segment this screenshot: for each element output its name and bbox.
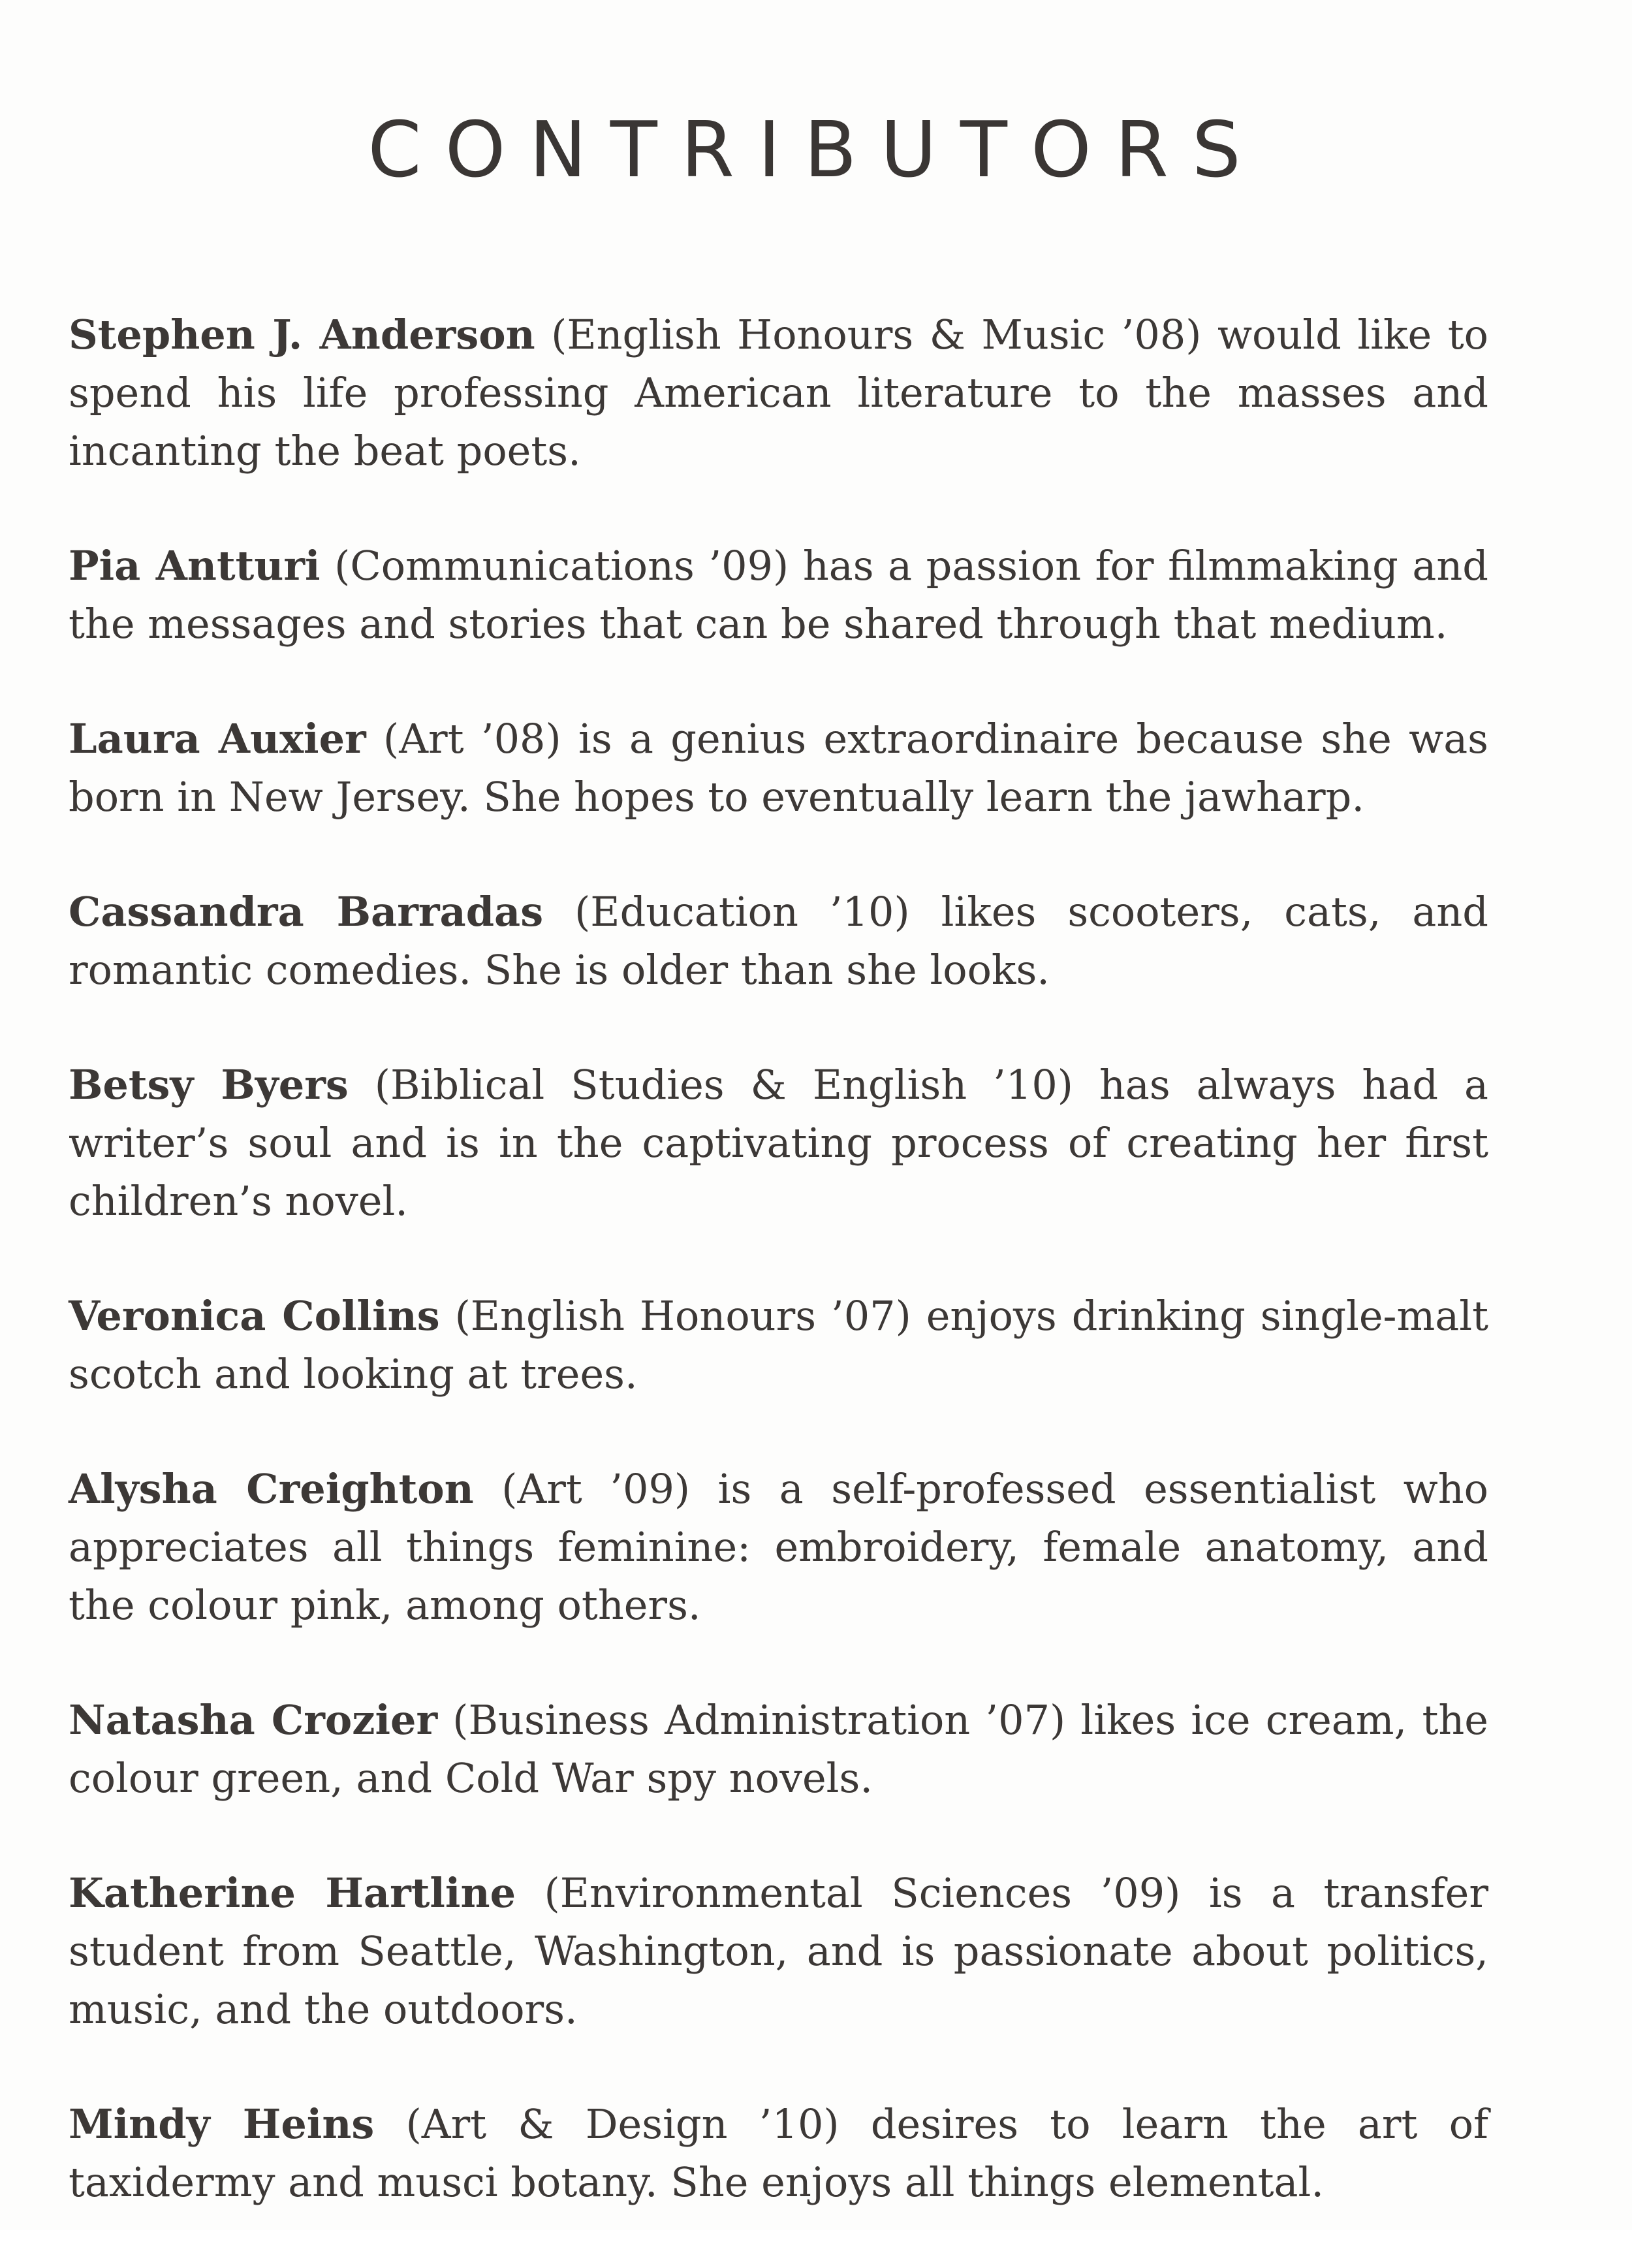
contributor-name: Cassandra Barradas xyxy=(69,888,544,936)
contributor-bio: (Environmental Sciences ’09) is a transfer student from Seattle, Washington, and is passionate about politics, music, and the outdoors. xyxy=(69,1869,1488,2033)
contributor-bio: (Biblical Studies & English ’10) has always had a writer’s soul and is in the captivating process of creating her first children’s novel. xyxy=(69,1061,1489,1225)
contributor-name: Stephen J. Anderson xyxy=(69,311,535,358)
contributor-bio: (Communications ’09) has a passion for filmmaking and the messages and stories that can be shared through that medium. xyxy=(69,542,1488,648)
contributor-name: Laura Auxier xyxy=(69,715,366,763)
contributor-list xyxy=(69,306,1488,2268)
contributor-name: Mindy Heins xyxy=(69,2100,375,2148)
contributor-entry xyxy=(69,1691,1488,1807)
contributor-bio: (Education ’10) likes scooters, cats, and romantic comedies. She is older than she looks. xyxy=(69,888,1488,994)
contributor-entry xyxy=(69,883,1488,999)
contributor-bio: (Business Administration ’07) likes ice cream, the colour green, and Cold War spy novels. xyxy=(69,1696,1488,1802)
contributor-name: Betsy Byers xyxy=(69,1061,349,1109)
contributor-name: Natasha Crozier xyxy=(69,1696,438,1744)
contributor-entry xyxy=(69,2095,1488,2211)
contributor-name: Veronica Collins xyxy=(69,1292,440,1340)
contributor-bio: (English Honours & Music ’08) would like to spend his life professing American literature to the masses and incanting the beat poets. xyxy=(69,311,1488,475)
contributor-name: Pia Antturi xyxy=(69,542,321,590)
contributor-name: Katherine Hartline xyxy=(69,1869,516,1917)
contributor-bio: (Art & Design ’10) desires to learn the art of taxidermy and musci botany. She enjoys all things elemental. xyxy=(69,2100,1488,2206)
contributor-bio: (Art ’08) is a genius extraordinaire because she was born in New Jersey. She hopes to eventually learn the jawharp. xyxy=(69,715,1488,821)
contributor-name: Alysha Creighton xyxy=(69,1465,474,1513)
contributor-entry xyxy=(69,1864,1488,2038)
contributor-entry xyxy=(69,1287,1488,1403)
contributor-bio: (English Honours ’07) enjoys drinking single-malt scotch and looking at trees. xyxy=(69,1292,1488,1398)
contributor-entry xyxy=(69,1460,1488,1634)
contributor-entry xyxy=(69,306,1488,480)
contributor-bio: (Art ’09) is a self-professed essentialist who appreciates all things feminine: embroidery, female anatomy, and the colour pink, among others. xyxy=(69,1465,1488,1629)
contributor-entry xyxy=(69,710,1488,826)
contributor-entry xyxy=(69,1056,1488,1230)
page-title: CONTRIBUTORS xyxy=(368,104,1264,195)
contributor-entry xyxy=(69,537,1488,653)
